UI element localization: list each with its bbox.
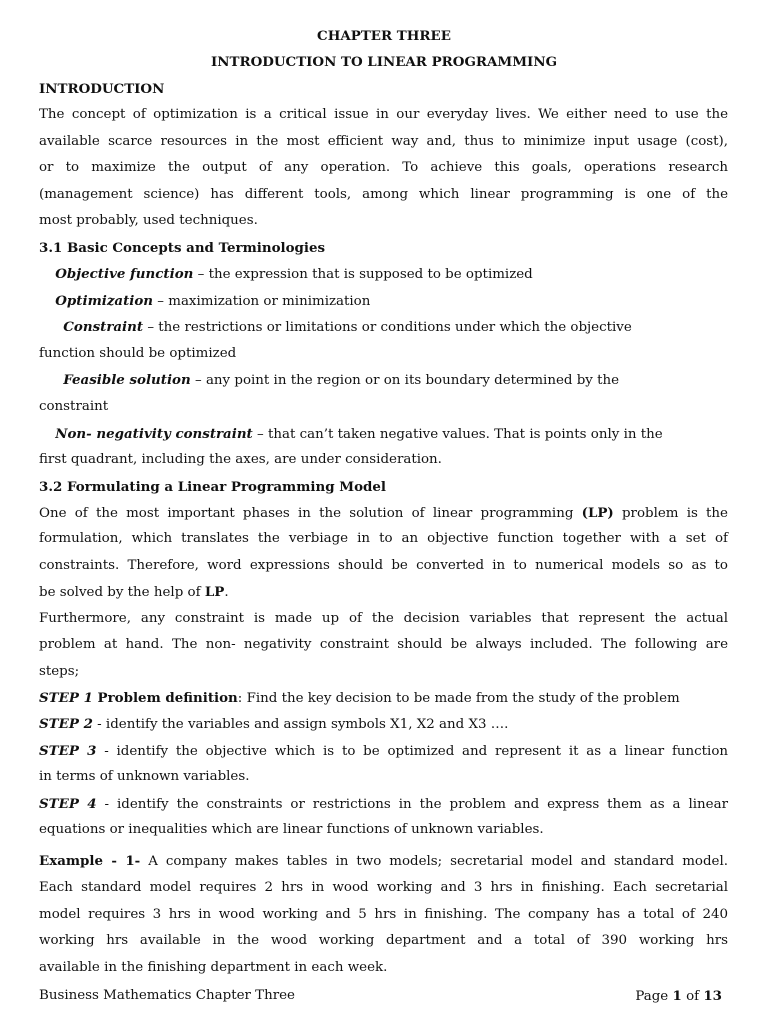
intro-line: The concept of optimization is a critical issue in our everyday lives. We either need to use the: [39, 107, 728, 122]
step-label: STEP 1: [39, 690, 93, 706]
term-item: [39, 318, 632, 337]
paragraph-line: formulation, which translates the verbiage in to an objective function together with a set of: [39, 531, 728, 546]
text-run: be solved by the help of: [39, 585, 205, 600]
example-line: model requires 3 hrs in wood working and 5 hrs in finishing. The company has a total of 240: [39, 907, 728, 922]
current-page: 1: [672, 988, 682, 1004]
term-definition: – maximization or minimization: [153, 294, 371, 309]
step-continuation: equations or inequalities which are linear functions of unknown variables.: [39, 822, 544, 837]
step-text: : Find the key decision to be made from the study of the problem: [237, 691, 680, 706]
paragraph-line: [39, 583, 229, 602]
term-name: Constraint: [63, 319, 144, 335]
term-name: Optimization: [55, 293, 154, 309]
paragraph-line: [39, 504, 728, 523]
total-pages: 13: [703, 988, 722, 1004]
step-title: Problem definition: [92, 690, 238, 706]
footer-title: Business Mathematics Chapter Three: [39, 988, 295, 1003]
example-label: Example - 1-: [39, 853, 141, 869]
page-word: Page: [635, 989, 673, 1004]
section-heading-3-1: 3.1 Basic Concepts and Terminologies: [39, 240, 326, 256]
text-run: A company makes tables in two models; secretarial model and standard model.: [140, 854, 728, 869]
term-continuation: constraint: [39, 399, 109, 414]
chapter-title: INTRODUCTION TO LINEAR PROGRAMMING: [211, 54, 557, 70]
step-text: - identify the constraints or restrictions in the problem and express them as a linear: [96, 797, 728, 812]
term-name: Feasible solution: [63, 372, 191, 388]
step-label: STEP 4: [39, 796, 97, 812]
term-item: [39, 292, 370, 311]
example-line: Each standard model requires 2 hrs in wood working and 3 hrs in finishing. Each secretarial: [39, 880, 728, 895]
text-run: .: [224, 585, 229, 600]
lp-abbr: LP: [204, 584, 225, 600]
term-item: [39, 425, 663, 444]
intro-heading: INTRODUCTION: [39, 81, 165, 97]
paragraph-line: Furthermore, any constraint is made up of the decision variables that represent the actual: [39, 611, 728, 626]
paragraph-line: steps;: [39, 664, 80, 679]
chapter-label: CHAPTER THREE: [317, 28, 451, 44]
term-item: [39, 371, 619, 390]
term-item: [39, 265, 533, 284]
term-continuation: first quadrant, including the axes, are under consideration.: [39, 452, 442, 467]
text-run: problem is the: [613, 506, 728, 521]
term-name: Non- negativity constraint: [55, 426, 253, 442]
step-text: - identify the variables and assign symbols X1, X2 and X3 ….: [92, 717, 509, 732]
page-number: [635, 987, 722, 1006]
step-label: STEP 2: [39, 716, 93, 732]
term-definition: – any point in the region or on its boundary determined by the: [190, 373, 620, 388]
intro-line: available scarce resources in the most efficient way and, thus to minimize input usage (cost),: [39, 134, 728, 149]
step-continuation: in terms of unknown variables.: [39, 769, 250, 784]
example-line: [39, 852, 728, 871]
paragraph-line: problem at hand. The non- negativity constraint should be always included. The following are: [39, 637, 728, 652]
text-run: One of the most important phases in the solution of linear programming: [39, 506, 582, 521]
of-word: of: [681, 989, 704, 1004]
intro-line: or to maximize the output of any operation. To achieve this goals, operations research: [39, 160, 728, 175]
term-definition: – the expression that is supposed to be optimized: [193, 267, 533, 282]
paragraph-line: constraints. Therefore, word expressions should be converted in to numerical models so as to: [39, 558, 728, 573]
example-line: working hrs available in the wood working department and a total of 390 working hrs: [39, 933, 728, 948]
term-name: Objective function: [55, 266, 194, 282]
term-definition: – the restrictions or limitations or conditions under which the objective: [143, 320, 632, 335]
example-line: available in the finishing department in each week.: [39, 960, 388, 975]
lp-abbr: (LP): [581, 505, 614, 521]
intro-line: (management science) has different tools, among which linear programming is one of the: [39, 187, 728, 202]
step-item: [39, 715, 508, 734]
step-text: - identify the objective which is to be optimized and represent it as a linear function: [96, 744, 729, 759]
step-label: STEP 3: [39, 743, 97, 759]
step-item: [39, 689, 680, 708]
term-definition: – that can’t taken negative values. That is points only in the: [252, 427, 663, 442]
section-heading-3-2: 3.2 Formulating a Linear Programming Model: [39, 479, 386, 495]
intro-line: most probably, used techniques.: [39, 213, 258, 228]
step-item: [39, 742, 728, 761]
term-continuation: function should be optimized: [39, 346, 237, 361]
step-item: [39, 795, 728, 814]
